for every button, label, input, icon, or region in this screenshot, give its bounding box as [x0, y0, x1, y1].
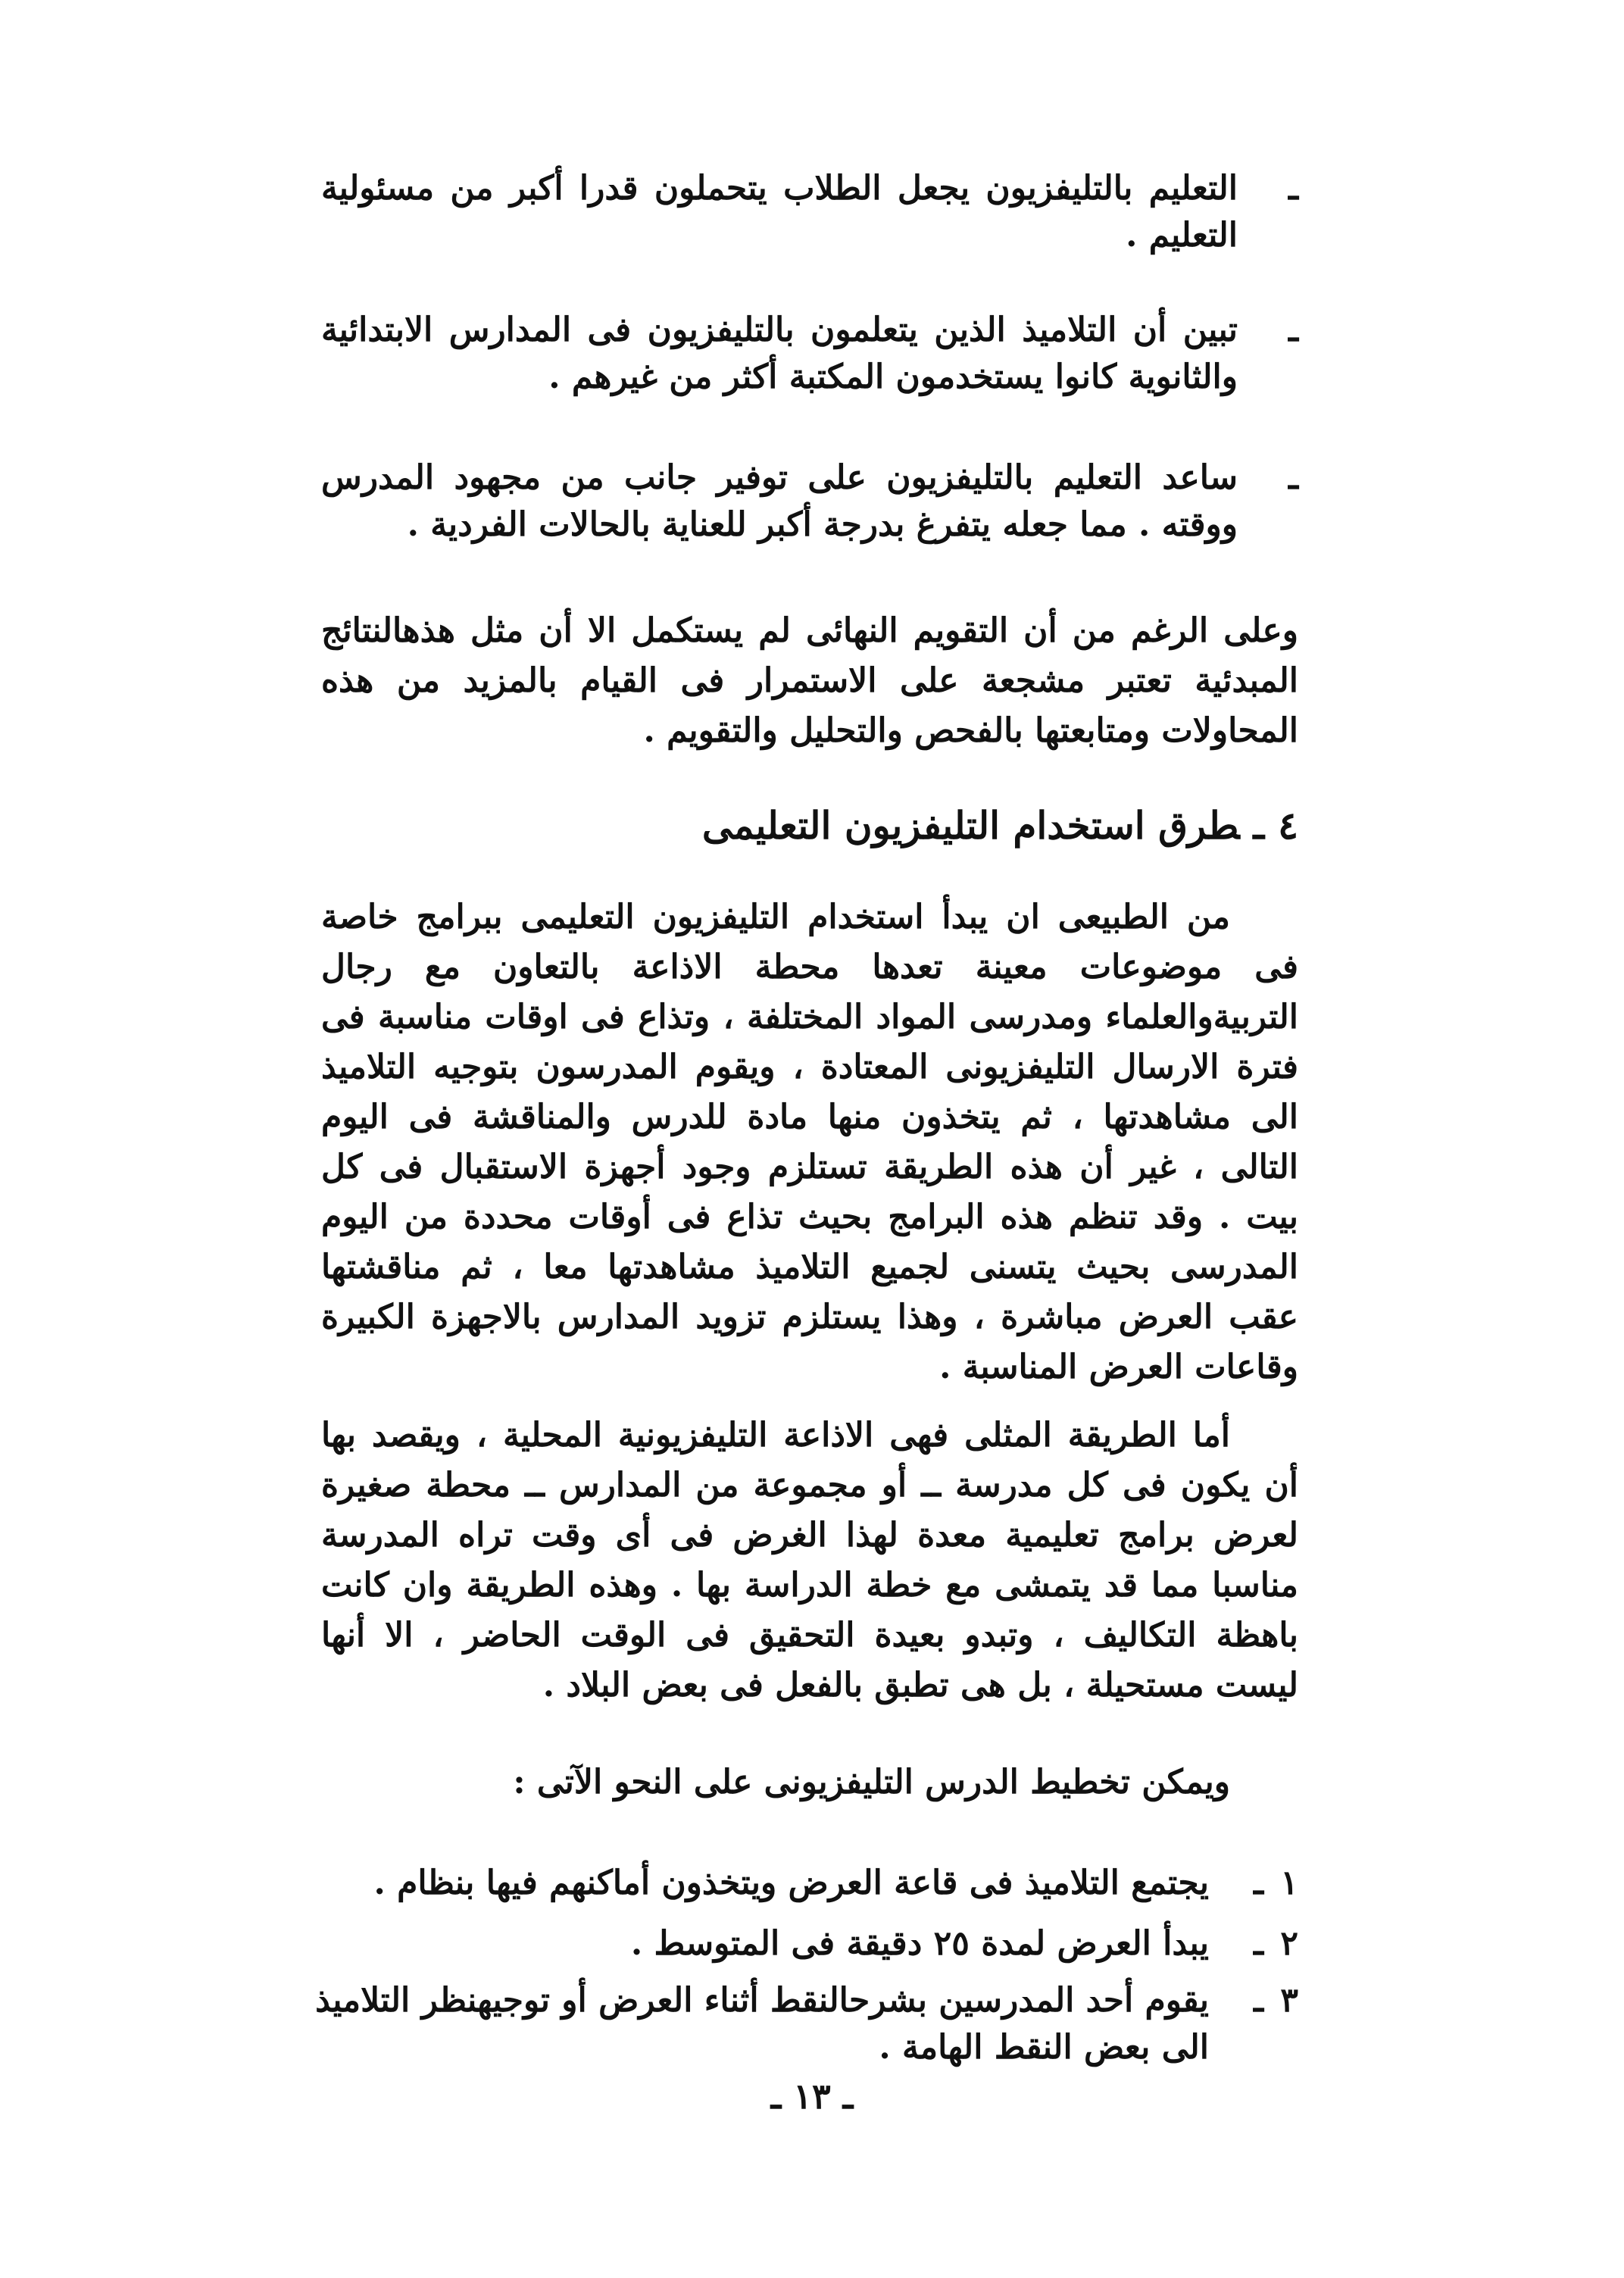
section-number: ٤ [1278, 803, 1298, 848]
step-dash: ـ [1254, 1864, 1263, 1902]
lesson-plan-intro: ويمكن تخطيط الدرس التليفزيونى على النحو الآتى : [513, 1763, 1230, 1801]
bullet-item [321, 307, 1298, 401]
page-number: ـ ١٣ ـ [770, 2076, 854, 2117]
bullet-text: تبين أن التلاميذ الذين يتعلمون بالتليفزيون فى المدارس الابتدائية والثانوية كانوا يستخدمون المكتبة أكثر من غيرهم . [321, 311, 1238, 396]
paragraph-methods-2: أما الطريقة المثلى فهى الاذاعة التليفزيونية المحلية ، ويقصد بها أن يكون فى كل مدرسة ــ أو مجموعة من المدارس ــ محطة صغيرة لعرض برامج تعليمية معدة لهذا الغرض فى أى وقت تراه المدرسة مناسبا مما قد يتمشى مع خطة الدراسة بها . وهذه الطريقة وان كانت باهظة التكاليف ، وتبدو بعيدة التحقيق فى الوقت الحاضر ، الا أنها ليست مستحيلة ، بل هى تطبق بالفعل فى بعض البلاد . [321, 1416, 1299, 1705]
paragraph-results: وعلى الرغم من أن التقويم النهائى لم يستكمل الا أن مثل هذهالنتائج المبدئية تعتبر مشجعة على الاستمرار فى القيام بالمزيد من هذه المحاولات ومتابعتها بالفحص والتحليل والتقويم . [321, 611, 1298, 750]
bullet-item [321, 455, 1298, 548]
step-number: ٣ [1280, 1981, 1298, 2020]
section-title: طرق استخدام التليفزيون التعليمى [701, 803, 1240, 848]
step-dash: ـ [1254, 1924, 1263, 1963]
step-text: يجتمع التلاميذ فى قاعة العرض ويتخذون أماكنهم فيها بنظام . [373, 1864, 1209, 1902]
section-dash: ـ [1253, 803, 1265, 848]
step-item [298, 1977, 1298, 2071]
bullet-dash: ـ [1288, 311, 1298, 349]
step-item [298, 1920, 1298, 1967]
step-number: ١ [1280, 1864, 1298, 1902]
bullet-dash: ـ [1288, 169, 1298, 208]
step-text: يبدأ العرض لمدة ٢٥ دقيقة فى المتوسط . [630, 1924, 1209, 1963]
paragraph-methods-1: من الطبيعى ان يبدأ استخدام التليفزيون التعليمى ببرامج خاصة فى موضوعات معينة تعدها محطة الاذاعة بالتعاون مع رجال التربيةوالعلماء ومدرسى المواد المختلفة ، وتذاع فى اوقات مناسبة فى فترة الارسال التليفزيونى المعتادة ، ويقوم المدرسون بتوجيه التلاميذ الى مشاهدتها ، ثم يتخذون منها مادة للدرس والمناقشة فى اليوم التالى ، غير أن هذه الطريقة تستلزم وجود أجهزة الاستقبال فى كل بيت . وقد تنظم هذه البرامج بحيث تذاع فى أوقات محددة من اليوم المدرسى بحيث يتسنى لجميع التلاميذ مشاهدتها معا ، ثم مناقشتها عقب العرض مباشرة ، وهذا يستلزم تزويد المدارس بالاجهزة الكبيرة وقاعات العرض المناسبة . [321, 898, 1298, 1386]
bullet-dash: ـ [1288, 458, 1298, 497]
section-heading [321, 799, 1298, 852]
step-dash: ـ [1254, 1981, 1263, 2020]
step-text: يقوم أحد المدرسين بشرحالنقط أثناء العرض أو توجيهنظر التلاميذ الى بعض النقط الهامة . [315, 1981, 1209, 2067]
step-item [298, 1860, 1298, 1907]
bullet-text: التعليم بالتليفزيون يجعل الطلاب يتحملون قدرا أكبر من مسئولية التعليم . [321, 169, 1238, 255]
bullet-text: ساعد التعليم بالتليفزيون على توفير جانب من مجهود المدرس ووقته . مما جعله يتفرغ بدرجة أكبر للعناية بالحالات الفردية . [321, 458, 1238, 544]
bullet-item [321, 165, 1298, 259]
step-number: ٢ [1280, 1924, 1298, 1963]
